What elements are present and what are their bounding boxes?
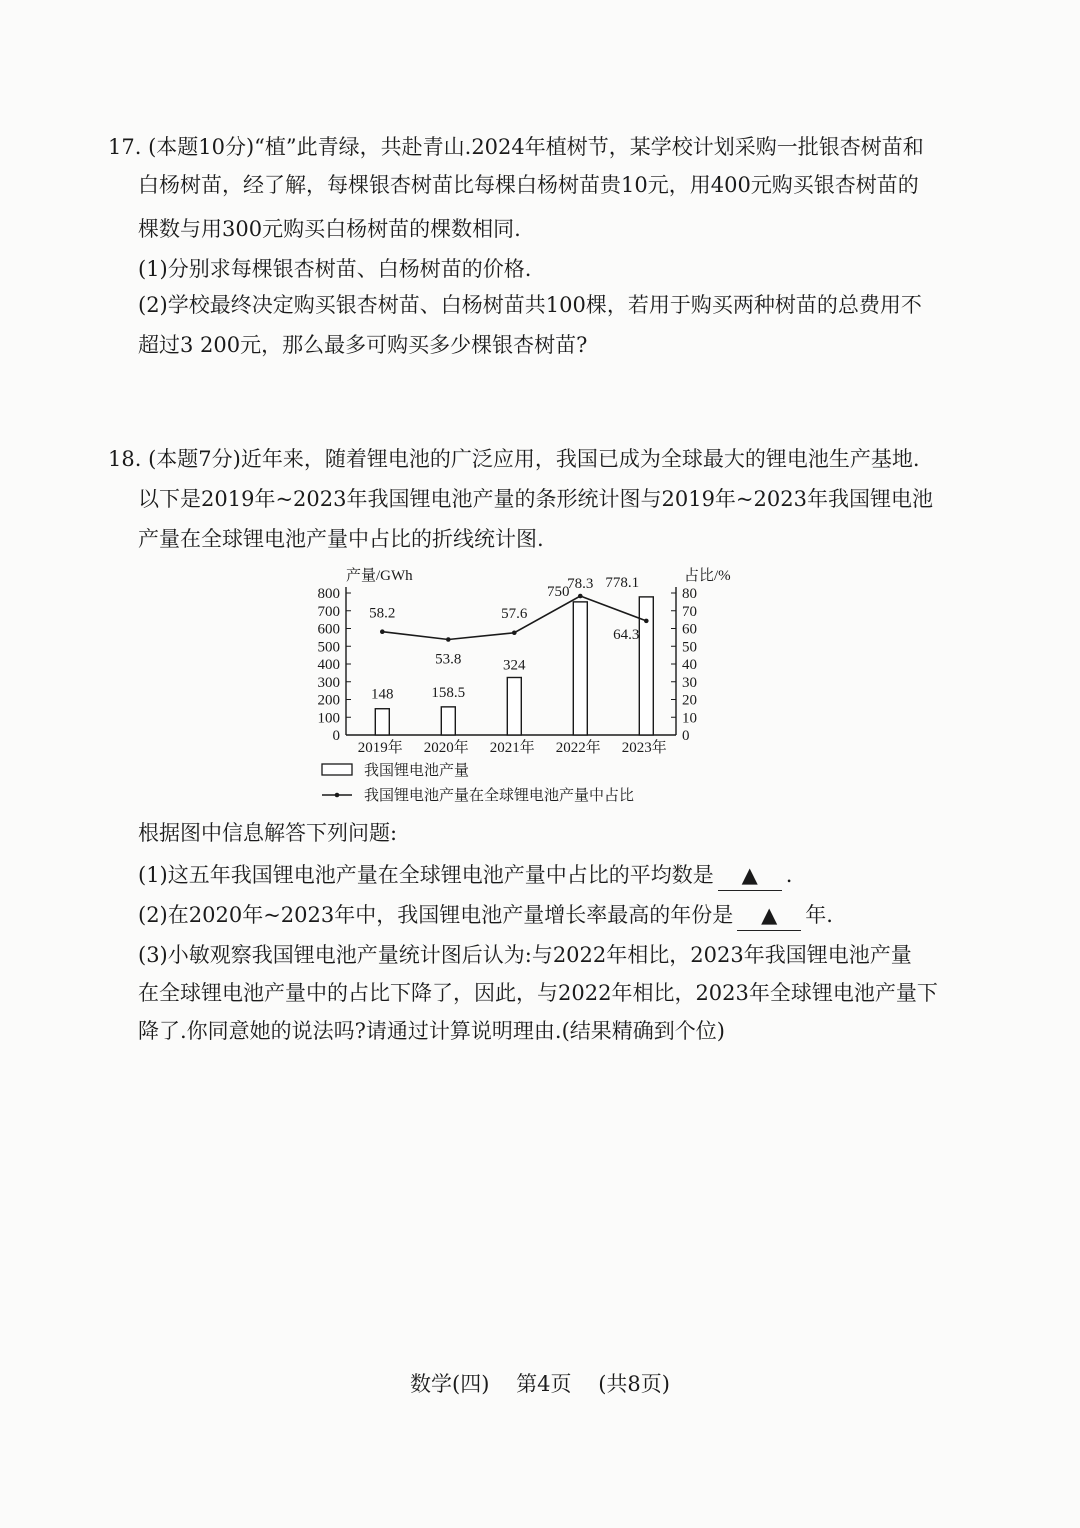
share-point xyxy=(512,630,517,635)
q17-sub2-line-2: 超过3 200元，那么最多可购买多少棵银杏树苗? xyxy=(138,333,588,357)
q18-line-1: 18. (本题7分)近年来，随着锂电池的广泛应用，我国已成为全球最大的锂电池生产基地. xyxy=(108,447,920,471)
q18-line-3: 产量在全球锂电池产量中占比的折线统计图. xyxy=(138,527,544,551)
q17-line-2: 白杨树苗，经了解，每棵银杏树苗比每棵白杨树苗贵10元，用400元购买银杏树苗的 xyxy=(138,173,919,197)
footer-subject: 数学(四) xyxy=(410,1372,490,1396)
legend-line-marker xyxy=(335,793,340,798)
y-left-tick-label: 500 xyxy=(317,639,340,656)
y-left-tick-label: 800 xyxy=(317,586,340,602)
bar-value-label: 750 xyxy=(547,583,570,600)
q18-sub3-line-3: 降了.你同意她的说法吗?请通过计算说明理由.(结果精确到个位) xyxy=(138,1019,725,1043)
line-value-label: 64.3 xyxy=(613,626,640,643)
bar-value-label: 148 xyxy=(371,686,394,703)
x-tick-label: 2020年 xyxy=(423,740,469,756)
y-right-axis-label: 占比/% xyxy=(684,568,731,584)
q18-sub1 xyxy=(138,860,792,891)
q18-sub2 xyxy=(138,900,833,931)
q17-sub2-line-1: (2)学校最终决定购买银杏树苗、白杨树苗共100棵，若用于购买两种树苗的总费用不 xyxy=(138,293,922,317)
bar xyxy=(375,709,389,735)
y-left-tick-label: 200 xyxy=(317,692,340,709)
bar xyxy=(573,602,587,735)
y-left-tick-label: 100 xyxy=(317,710,340,727)
y-right-tick-label: 0 xyxy=(682,728,690,744)
bar xyxy=(639,597,653,735)
share-point xyxy=(380,629,385,634)
y-right-tick-label: 80 xyxy=(682,586,697,602)
line-value-label: 53.8 xyxy=(435,651,462,668)
q18-prompt: 根据图中信息解答下列问题: xyxy=(138,821,398,845)
q18-sub2-text: (2)在2020年~2023年中，我国锂电池产量增长率最高的年份是 xyxy=(138,903,734,927)
q18-sub3-line-2: 在全球锂电池产量中的占比下降了，因此，与2022年相比，2023年全球锂电池产量下 xyxy=(138,981,938,1005)
y-left-tick-label: 700 xyxy=(317,603,340,620)
y-right-tick-label: 40 xyxy=(682,657,697,673)
y-right-tick-label: 20 xyxy=(682,692,697,709)
q18-line-2: 以下是2019年~2023年我国锂电池产量的条形统计图与2019年~2023年我国锂电池 xyxy=(138,487,933,511)
legend-bar-label: 我国锂电池产量 xyxy=(364,763,470,779)
y-right-tick-label: 60 xyxy=(682,621,697,638)
x-tick-label: 2022年 xyxy=(555,740,601,756)
bar-value-label: 778.1 xyxy=(605,574,640,591)
line-value-label: 57.6 xyxy=(501,605,528,622)
share-point xyxy=(578,594,583,599)
x-tick-label: 2021年 xyxy=(489,740,535,756)
battery-production-chart xyxy=(300,560,760,810)
line-value-label: 78.3 xyxy=(567,576,594,593)
q17-line-3: 棵数与用300元购买白杨树苗的棵数相同. xyxy=(138,217,521,241)
bar-value-label: 324 xyxy=(503,657,526,674)
share-point xyxy=(644,619,649,624)
y-left-tick-label: 0 xyxy=(332,728,340,744)
bar-value-label: 158.5 xyxy=(431,684,466,701)
footer-page: 第4页 xyxy=(516,1372,572,1396)
bar xyxy=(441,707,455,735)
answer-blank-1[interactable]: ▲ xyxy=(718,860,782,891)
q18-sub2-end: 年. xyxy=(805,903,833,927)
y-right-tick-label: 10 xyxy=(682,710,697,727)
bar xyxy=(507,677,521,735)
x-tick-label: 2019年 xyxy=(357,740,403,756)
answer-blank-2[interactable]: ▲ xyxy=(737,900,801,931)
q17-line-1: 17. (本题10分)“植”此青绿，共赴青山.2024年植树节，某学校计划采购一批银杏树苗和 xyxy=(108,135,924,159)
legend-bar-swatch xyxy=(322,764,352,775)
line-value-label: 58.2 xyxy=(369,605,396,622)
footer-total: (共8页) xyxy=(598,1372,670,1396)
y-left-tick-label: 300 xyxy=(317,674,340,691)
y-left-tick-label: 400 xyxy=(317,657,340,673)
y-right-tick-label: 50 xyxy=(682,639,697,656)
q18-sub1-end: . xyxy=(785,863,793,887)
y-left-axis-label: 产量/GWh xyxy=(346,568,413,584)
y-right-tick-label: 30 xyxy=(682,674,697,691)
legend-line-label: 我国锂电池产量在全球锂电池产量中占比 xyxy=(364,788,635,804)
y-right-tick-label: 70 xyxy=(682,603,697,620)
page-footer xyxy=(0,1368,1080,1398)
q17-sub1: (1)分别求每棵银杏树苗、白杨树苗的价格. xyxy=(138,257,532,281)
share-point xyxy=(446,637,451,642)
y-left-tick-label: 600 xyxy=(317,621,340,638)
x-tick-label: 2023年 xyxy=(621,740,667,756)
q18-sub3-line-1: (3)小敏观察我国锂电池产量统计图后认为:与2022年相比，2023年我国锂电池产量 xyxy=(138,943,912,967)
q18-sub1-text: (1)这五年我国锂电池产量在全球锂电池产量中占比的平均数是 xyxy=(138,863,714,887)
